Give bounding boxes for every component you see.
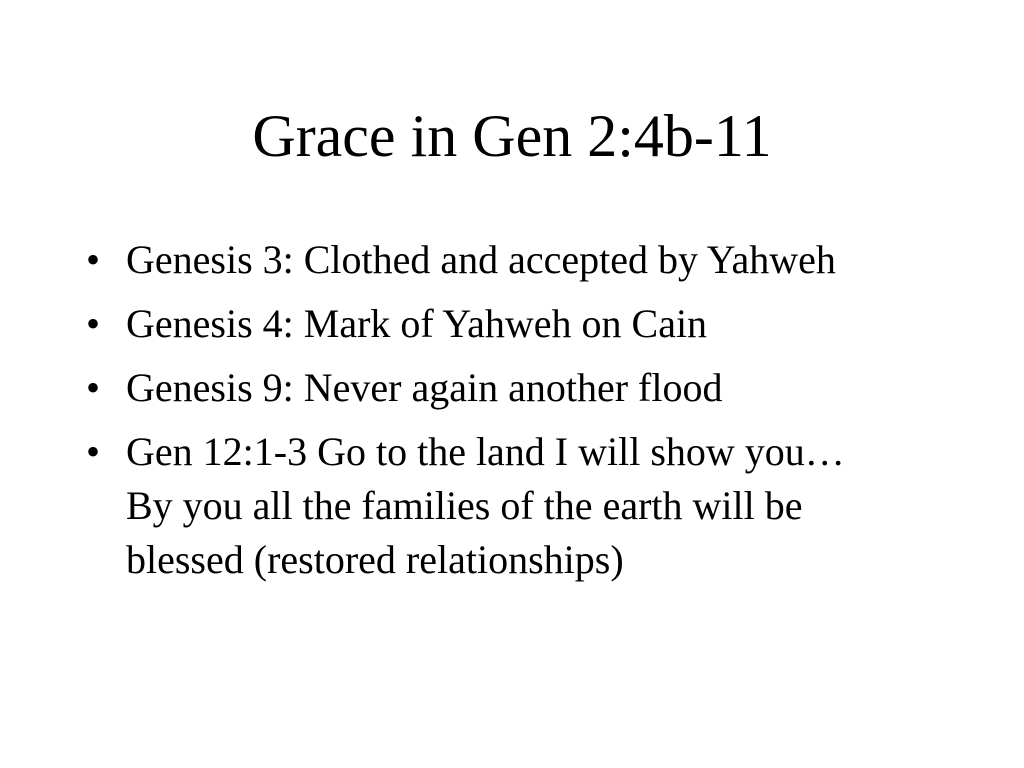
bullet-item-genesis-12 [86, 425, 886, 587]
bullet-icon: • [86, 429, 101, 474]
bullet-text: Genesis 4: Mark of Yahweh on Cain [126, 301, 708, 346]
bullet-text: Gen 12:1-3 Go to the land I will show you…By you all the families of the earth will be blessed (restored relationships) [126, 429, 845, 582]
slide-title: Grace in Gen 2:4b-11 [252, 103, 772, 169]
bullet-item-genesis-9 [86, 361, 886, 415]
bullet-text: Genesis 3: Clothed and accepted by Yahweh [126, 237, 836, 282]
bullet-text: Genesis 9: Never again another flood [126, 365, 723, 410]
bullet-icon: • [86, 237, 101, 282]
bullet-list [86, 233, 886, 597]
bullet-icon: • [86, 365, 101, 410]
bullet-item-genesis-4 [86, 297, 886, 351]
bullet-item-genesis-3 [86, 233, 886, 287]
bullet-icon: • [86, 301, 101, 346]
